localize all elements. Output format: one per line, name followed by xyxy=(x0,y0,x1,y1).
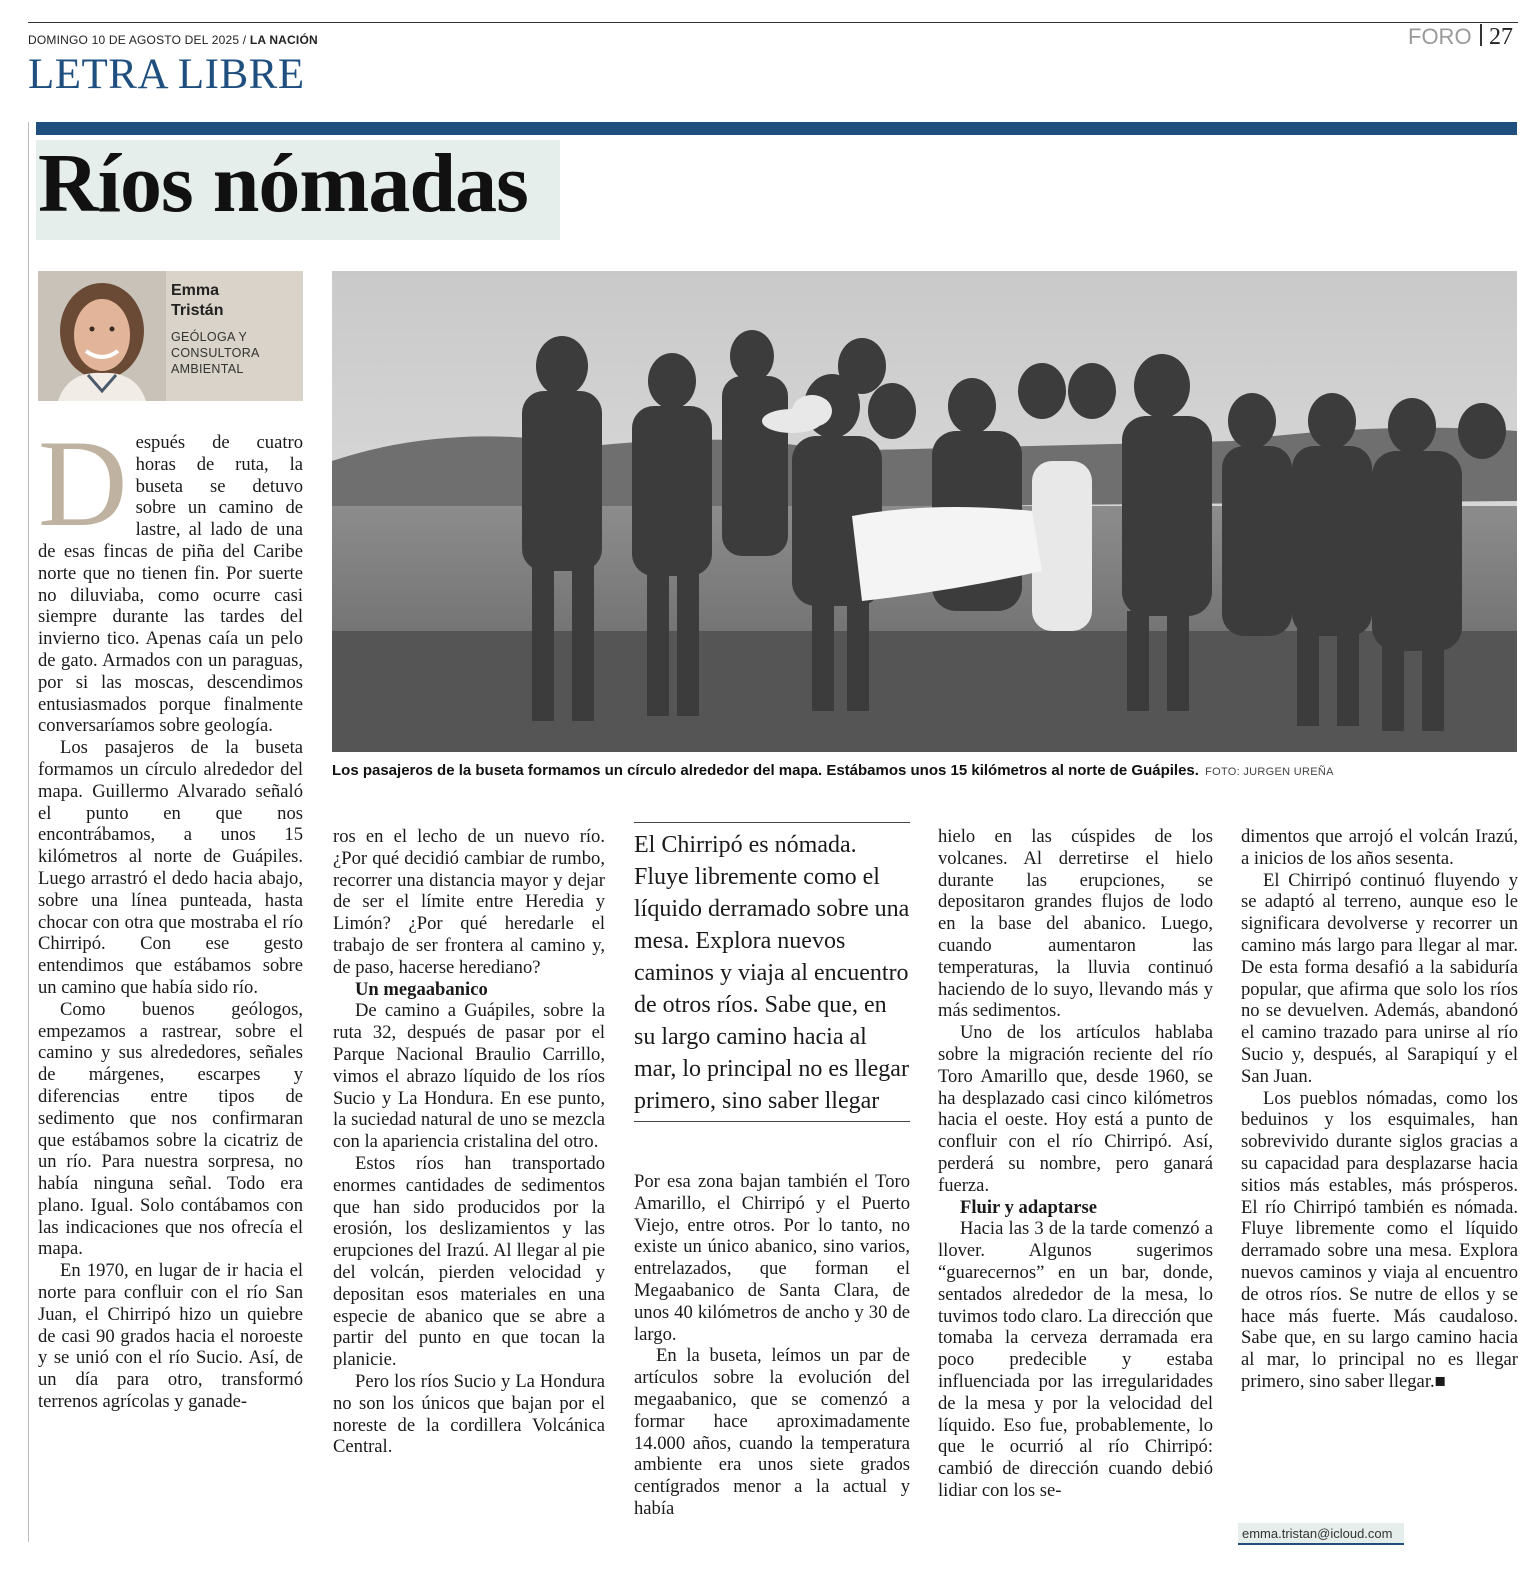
drop-cap: D xyxy=(38,432,128,552)
photo-caption xyxy=(332,762,1517,779)
headline-bar xyxy=(36,122,1517,135)
group-photo-icon xyxy=(332,271,1517,752)
article-paragraph: En la buseta, leímos un par de artículos sobre la evolución del megaabanico, que se comenzó a formar hace aproximadamente 14.000 años, cuando la temperatura ambiente era unos siete grados centígrados menor a la actual y había xyxy=(634,1345,910,1519)
article-paragraph: En 1970, en lugar de ir hacia el norte para confluir con el río San Juan, el Chirripó hizo un quiebre de casi 90 grados hacia el noroeste y se unió con el río Sucio. Así, de un día para otro, transformó terrenos agrícolas y ganade- xyxy=(38,1260,303,1413)
author-portrait-icon xyxy=(38,271,166,401)
page-number: 27 xyxy=(1489,24,1513,50)
article-paragraph: Pero los ríos Sucio y La Hondura no son los únicos que bajan por el noreste de la cordillera Volcánica Central. xyxy=(333,1370,605,1458)
subheading-megaabanico: Un megaabanico xyxy=(355,978,488,1000)
author-box xyxy=(38,271,303,401)
column-title: LETRA LIBRE xyxy=(28,51,305,98)
article-column-3 xyxy=(634,1171,910,1547)
article-paragraph: El Chirripó continuó fluyendo y se adaptó al terreno, aunque eso le significara devolverse y recorrer un camino más largo para llegar al mar. De esta forma desafió a la sabiduría popular, que afirma que solo los ríos no se devuelven. Además, abandonó el camino trazado para unirse al río Sucio y, después, al Sarapiquí y el San Juan. xyxy=(1241,869,1518,1087)
author-last-name: Tristán xyxy=(171,302,224,319)
subheading-fluir: Fluir y adaptarse xyxy=(960,1196,1098,1218)
article-photo xyxy=(332,271,1517,752)
article-paragraph: dimentos que arrojó el volcán Irazú, a inicios de los años sesenta. xyxy=(1241,826,1518,869)
top-rule xyxy=(28,22,1518,23)
photo-credit: FOTO: JURGEN UREÑA xyxy=(1205,766,1334,778)
article-paragraph: Hacia las 3 de la tarde comenzó a llover. Algunos sugerimos “guarecernos” en un bar, donde, sentados alrededor de la mesa, lo tuvimos todo claro. La dirección que tomaba la cerveza derramada era poco predecible y estaba influenciada por las irregularidades de la mesa y por la velocidad del líquido. Eso fue, probablemente, lo que le ocurrió al río Chirripó: cambió de dirección cuando debió lidiar con los se- xyxy=(938,1218,1213,1501)
article-paragraph: Los pasajeros de la buseta formamos un círculo alrededor del mapa. Guillermo Alvarado señaló el punto en que nos encontrábamos, a unos 15 kilómetros al norte de Guápiles. Luego arrastró el dedo hacia abajo, sobre una línea punteada, hasta chocar con otra que mostraba el río Chirripó. Con ese gesto entendimos que estábamos sobre un camino que había sido río. xyxy=(38,737,303,998)
article-column-5 xyxy=(1241,826,1518,1526)
issue-date: DOMINGO 10 DE AGOSTO DEL 2025 / xyxy=(28,33,247,47)
article-paragraph: Uno de los artículos hablaba sobre la migración reciente del río Toro Amarillo que, desde 1960, se ha desplazado casi cinco kilómetros hacia el oeste. Hoy está a punto de confluir con el río Chirripó. Así, perderá su nombre, pero ganará fuerza. xyxy=(938,1022,1213,1196)
article-paragraph: Como buenos geólogos, empezamos a rastrear, sobre el camino y sus alrededores, señales de márgenes, escarpes y diferencias entre tipos de sedimento que nos confirmaran que estábamos sobre la cicatriz de un río. Para nuestra sorpresa, no había ninguna señal. Todo era plano. Igual. Solo contábamos con las indicaciones que nos ofrecía el mapa. xyxy=(38,998,303,1260)
article-column-1 xyxy=(38,432,303,1547)
caption-text: Los pasajeros de la buseta formamos un círculo alrededor del mapa. Estábamos unos 15 kilómetros al norte de Guápiles. xyxy=(332,762,1199,779)
article-paragraph: Por esa zona bajan también el Toro Amarillo, el Chirripó y el Puerto Viejo, entre otros. Por lo tanto, no existe un único abanico, sino varios, entrelazados, que forman el Megaabanico de Santa Clara, de unos 40 kilómetros de ancho y 30 de largo. xyxy=(634,1171,910,1345)
article-paragraph: Los pueblos nómadas, como los beduinos y los esquimales, han sobrevivido durante siglos gracias a su capacidad para desplazarse hacia sitios más estables, más prósperos. El río Chirripó también es nómada. Fluye libremente como el líquido derramado sobre una mesa. Explora nuevos caminos y viaja al encuentro de otros ríos. Se nutre de ellos y se hace más fuerte. Más caudaloso. Sabe que, en su largo camino hacia al mar, lo principal no es llegar primero, sino saber llegar.■ xyxy=(1241,1087,1518,1392)
headline: Ríos nómadas xyxy=(38,137,528,230)
pull-quote: El Chirripó es nómada. Fluye libremente como el líquido derramado sobre una mesa. Explora nuevos caminos y viaja al encuentro de otros ríos. Sabe que, en su largo camino hacia al mar, lo principal no es llegar primero, sino saber llegar xyxy=(634,822,910,1122)
article-paragraph: Después de cuatro horas de ruta, la buseta se detuvo sobre un camino de lastre, al lado de una de esas fincas de piña del Caribe norte que no tienen fin. Por suerte no diluviaba, como ocurre casi siempre durante las tardes del invierno tico. Apenas caía un pelo de gato. Armados con un paraguas, por si las moscas, descendimos entusiasmados porque finalmente conversaríamos sobre geología. xyxy=(38,432,303,737)
author-photo xyxy=(38,271,166,401)
article-paragraph: hielo en las cúspides de los volcanes. Al derretirse el hielo durante las erupciones, se depositaron grandes flujos de lodo en la base del abanico. Luego, cuando aumentaron las temperaturas, la lluvia continuó haciendo de lo suyo, llevando más y más sedimentos. xyxy=(938,826,1213,1022)
article-paragraph: De camino a Guápiles, sobre la ruta 32, después de pasar por el Parque Nacional Braulio Carrillo, vimos el abrazo líquido de los ríos Sucio y La Hondura. En ese punto, la suciedad natural de uno se mezcla con la apariencia cristalina del otro. xyxy=(333,1000,605,1153)
page-divider xyxy=(1480,24,1482,46)
author-first-name: Emma xyxy=(171,282,220,299)
author-email-link[interactable]: emma.tristan@icloud.com xyxy=(1238,1523,1404,1545)
article-paragraph: ros en el lecho de un nuevo río. ¿Por qué decidió cambiar de rumbo, recorrer una distancia mayor y dejar de ser el límite entre Heredia y Limón? ¿Por qué heredarle el trabajo de ser frontera al camino y, de paso, hacerse herediano? xyxy=(333,826,605,978)
end-mark-icon: ■ xyxy=(1434,1370,1446,1392)
author-role: GEÓLOGA Y CONSULTORA AMBIENTAL xyxy=(171,330,259,376)
left-rule xyxy=(28,122,29,1542)
article-column-4 xyxy=(938,826,1213,1546)
dateline xyxy=(28,33,318,47)
article-column-2 xyxy=(333,826,605,1546)
article-paragraph: Estos ríos han transportado enormes cantidades de sedimentos que han sido producidos por la erosión, los deslizamientos y las erupciones del Irazú. Al llegar al pie del volcán, pierden velocidad y depositan esos materiales en una especie de abanico que se abre a partir del punto en que tocan la planicie. xyxy=(333,1152,605,1371)
author-name xyxy=(171,281,223,321)
section-label: FORO xyxy=(1408,24,1472,49)
publication-name: LA NACIÓN xyxy=(249,33,318,47)
